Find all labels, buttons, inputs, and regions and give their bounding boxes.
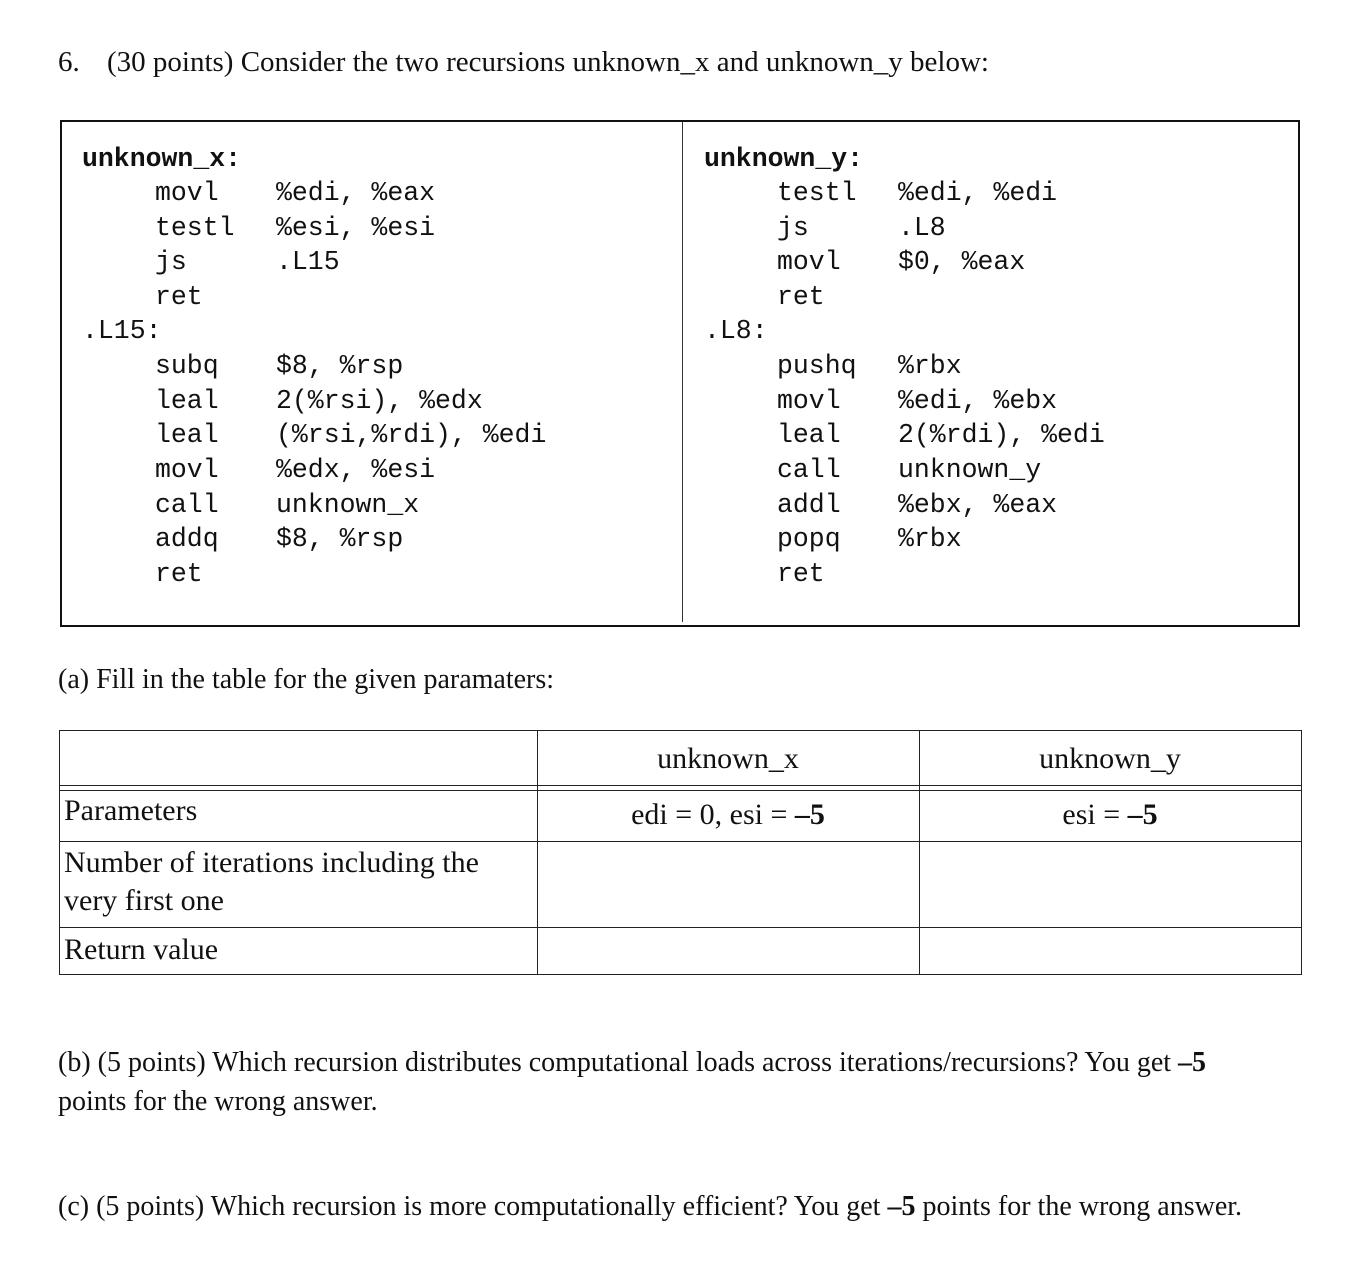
part-c-question	[58, 1191, 1242, 1223]
code-op: testl	[777, 178, 857, 208]
code-op: call	[155, 490, 219, 520]
code-args: 2(%rsi), %edx	[276, 386, 483, 416]
param-y-prefix: esi =	[1062, 798, 1128, 831]
row-label-return-value: Return value	[64, 933, 219, 966]
code-op: movl	[155, 455, 219, 485]
code-args: $0, %eax	[898, 247, 1026, 277]
code-args: %rbx	[898, 351, 962, 381]
code-op: js	[155, 247, 187, 277]
code-args: $8, %rsp	[276, 351, 404, 381]
code-op: pushq	[777, 351, 857, 381]
row-label-iterations	[64, 844, 479, 919]
code-args: %rbx	[898, 524, 962, 554]
question-number: 6.	[58, 46, 80, 78]
code-args: (%rsi,%rdi), %edi	[276, 420, 547, 450]
code-args: %edi, %eax	[276, 178, 436, 208]
code-op: addq	[155, 524, 219, 554]
answer-table	[59, 730, 1302, 975]
row-label-iterations-line2: very first one	[64, 883, 224, 917]
part-b-suffix: points for the wrong answer.	[58, 1085, 378, 1117]
code-args: %edi, %edi	[898, 178, 1058, 208]
code-op: ret	[155, 282, 203, 312]
table-rule	[59, 790, 1302, 791]
table-header-unknown-x: unknown_x	[657, 742, 799, 775]
param-x-value: –5	[794, 798, 825, 831]
code-op: call	[777, 455, 841, 485]
part-a-label: (a) Fill in the table for the given paramaters:	[58, 664, 555, 695]
function-label-unknown-x: unknown_x:	[82, 144, 242, 174]
code-args: %edi, %ebx	[898, 386, 1058, 416]
part-c-penalty: –5	[887, 1191, 916, 1222]
code-label-l15: .L15:	[82, 316, 162, 346]
code-op: testl	[155, 213, 235, 243]
parameters-unknown-y	[919, 796, 1301, 834]
code-args: %edx, %esi	[276, 455, 436, 485]
table-rule	[59, 785, 1302, 786]
answer-cell-return-y[interactable]	[920, 928, 1300, 973]
code-args: unknown_y	[898, 455, 1042, 485]
part-b-question	[58, 1044, 1308, 1121]
code-args: .L8	[898, 213, 946, 243]
code-op: subq	[155, 351, 219, 381]
table-border-left	[59, 730, 60, 975]
part-c-text: (c) (5 points) Which recursion is more computationally efficient? You get	[58, 1191, 888, 1222]
parameters-unknown-x	[537, 796, 919, 834]
code-op: ret	[155, 559, 203, 589]
code-op: js	[777, 213, 809, 243]
table-header-unknown-y: unknown_y	[1039, 742, 1181, 775]
code-op: popq	[777, 524, 841, 554]
question-text: (30 points) Consider the two recursions unknown_x and unknown_y below:	[107, 46, 989, 78]
code-op: ret	[777, 282, 825, 312]
question-header	[58, 46, 989, 79]
code-args: unknown_x	[276, 490, 420, 520]
code-args: %esi, %esi	[276, 213, 436, 243]
answer-cell-iterations-y[interactable]	[920, 842, 1300, 926]
param-x-prefix: edi = 0, esi =	[631, 798, 795, 831]
part-b-penalty: –5	[1178, 1047, 1207, 1078]
function-label-unknown-y: unknown_y:	[704, 144, 864, 174]
code-op: movl	[155, 178, 219, 208]
answer-cell-iterations-x[interactable]	[538, 842, 918, 926]
code-op: leal	[155, 386, 219, 416]
table-border-top	[59, 730, 1302, 731]
code-column-divider	[682, 122, 683, 622]
answer-cell-return-x[interactable]	[538, 928, 918, 973]
code-op: movl	[777, 386, 841, 416]
code-args: 2(%rdi), %edi	[898, 420, 1105, 450]
param-y-value: –5	[1127, 798, 1158, 831]
table-border-right	[1301, 730, 1302, 975]
assembly-code-box	[60, 120, 1300, 627]
row-label-parameters: Parameters	[64, 794, 198, 827]
code-args: .L15	[276, 247, 340, 277]
code-op: addl	[777, 490, 841, 520]
code-op: ret	[777, 559, 825, 589]
part-b-text: (b) (5 points) Which recursion distributes computational loads across iterations/recursions? You get	[58, 1047, 1179, 1078]
code-label-l8: .L8:	[704, 316, 768, 346]
part-c-suffix: points for the wrong answer.	[915, 1191, 1243, 1222]
table-border-bottom	[59, 974, 1302, 975]
row-label-iterations-line1: Number of iterations including the	[64, 846, 479, 879]
code-op: leal	[777, 420, 841, 450]
code-args: %ebx, %eax	[898, 490, 1058, 520]
code-args: $8, %rsp	[276, 524, 404, 554]
code-op: movl	[777, 247, 841, 277]
code-op: leal	[155, 420, 219, 450]
